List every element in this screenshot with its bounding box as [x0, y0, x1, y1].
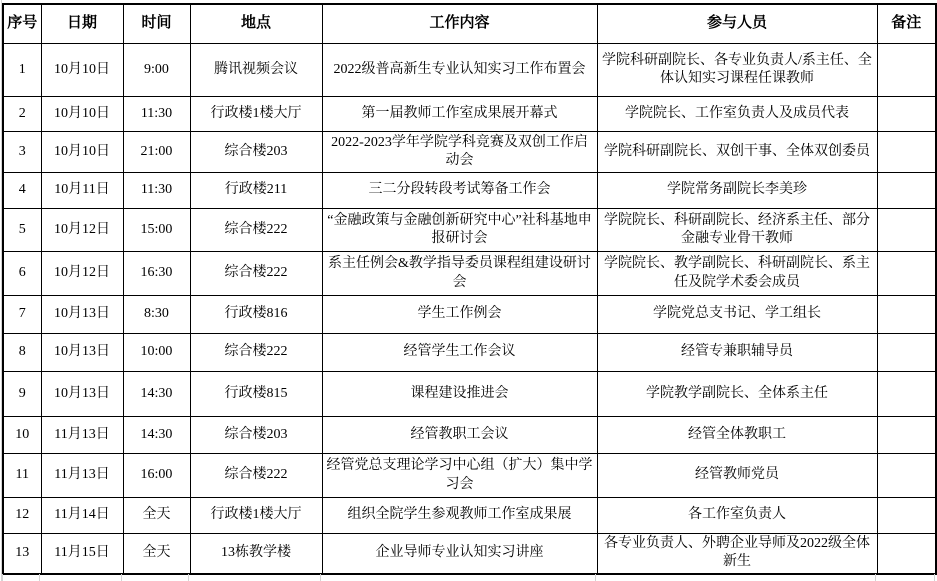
- cell-date: 10月11日: [41, 173, 123, 209]
- cell-remarks: [877, 132, 936, 173]
- cell-index: 9: [3, 372, 41, 417]
- cell-content: “金融政策与金融创新研究中心”社科基地申报研讨会: [322, 209, 597, 252]
- work-schedule-table: [2, 3, 937, 575]
- cell-date: 10月10日: [41, 44, 123, 97]
- table-row: [3, 132, 936, 173]
- cell-remarks: [877, 296, 936, 334]
- cell-location: 腾讯视频会议: [190, 44, 322, 97]
- cell-location: 行政楼815: [190, 372, 322, 417]
- table-row: [3, 173, 936, 209]
- cell-time: 全天: [123, 534, 190, 574]
- table-row: [3, 498, 936, 534]
- header-content: 工作内容: [322, 4, 597, 44]
- cell-location: 行政楼1楼大厅: [190, 97, 322, 132]
- header-location: 地点: [190, 4, 322, 44]
- cell-remarks: [877, 44, 936, 97]
- cell-participants: 学院科研副院长、各专业负责人/系主任、全体认知实习课程任课教师: [597, 44, 877, 97]
- sheet-gridline-segment: [876, 574, 935, 581]
- cell-content: 第一届教师工作室成果展开幕式: [322, 97, 597, 132]
- cell-participants: 学院院长、科研副院长、经济系主任、部分金融专业骨干教师: [597, 209, 877, 252]
- cell-participants: 学院院长、工作室负责人及成员代表: [597, 97, 877, 132]
- cell-date: 10月10日: [41, 97, 123, 132]
- cell-time: 14:30: [123, 417, 190, 454]
- cell-index: 1: [3, 44, 41, 97]
- cell-remarks: [877, 454, 936, 498]
- cell-participants: 经管全体教职工: [597, 417, 877, 454]
- cell-time: 21:00: [123, 132, 190, 173]
- cell-remarks: [877, 209, 936, 252]
- cell-location: 综合楼222: [190, 334, 322, 372]
- cell-content: 经管教职工会议: [322, 417, 597, 454]
- cell-date: 10月13日: [41, 372, 123, 417]
- cell-participants: 各工作室负责人: [597, 498, 877, 534]
- cell-date: 10月13日: [41, 296, 123, 334]
- cell-date: 10月12日: [41, 252, 123, 296]
- header-date: 日期: [41, 4, 123, 44]
- cell-index: 12: [3, 498, 41, 534]
- cell-location: 综合楼222: [190, 209, 322, 252]
- cell-participants: 学院常务副院长李美珍: [597, 173, 877, 209]
- sheet-gridline-segment: [122, 574, 189, 581]
- cell-date: 10月12日: [41, 209, 123, 252]
- cell-remarks: [877, 252, 936, 296]
- cell-location: 综合楼222: [190, 252, 322, 296]
- cell-remarks: [877, 334, 936, 372]
- cell-time: 8:30: [123, 296, 190, 334]
- cell-location: 综合楼203: [190, 417, 322, 454]
- cell-date: 10月13日: [41, 334, 123, 372]
- cell-content: 企业导师专业认知实习讲座: [322, 534, 597, 574]
- sheet-gridline-segment: [189, 574, 321, 581]
- cell-index: 4: [3, 173, 41, 209]
- header-participants: 参与人员: [597, 4, 877, 44]
- cell-participants: 学院科研副院长、双创干事、全体双创委员: [597, 132, 877, 173]
- table-row: [3, 454, 936, 498]
- cell-index: 7: [3, 296, 41, 334]
- header-time: 时间: [123, 4, 190, 44]
- cell-content: 系主任例会&教学指导委员课程组建设研讨会: [322, 252, 597, 296]
- cell-index: 8: [3, 334, 41, 372]
- cell-participants: 学院党总支书记、学工组长: [597, 296, 877, 334]
- cell-location: 综合楼222: [190, 454, 322, 498]
- cell-index: 2: [3, 97, 41, 132]
- cell-remarks: [877, 173, 936, 209]
- cell-content: 课程建设推进会: [322, 372, 597, 417]
- cell-location: 行政楼1楼大厅: [190, 498, 322, 534]
- cell-content: 组织全院学生参观教师工作室成果展: [322, 498, 597, 534]
- cell-date: 11月15日: [41, 534, 123, 574]
- sheet-gridline-segment: [40, 574, 122, 581]
- cell-time: 11:30: [123, 173, 190, 209]
- cell-participants: 学院院长、教学副院长、科研副院长、系主任及院学术委会成员: [597, 252, 877, 296]
- cell-remarks: [877, 417, 936, 454]
- cell-remarks: [877, 97, 936, 132]
- table-row: [3, 209, 936, 252]
- cell-participants: 学院教学副院长、全体系主任: [597, 372, 877, 417]
- table-row: [3, 44, 936, 97]
- table-row: [3, 534, 936, 574]
- cell-remarks: [877, 498, 936, 534]
- cell-location: 行政楼211: [190, 173, 322, 209]
- cell-time: 14:30: [123, 372, 190, 417]
- cell-index: 10: [3, 417, 41, 454]
- cell-time: 全天: [123, 498, 190, 534]
- table-row: [3, 372, 936, 417]
- cell-participants: 经管专兼职辅导员: [597, 334, 877, 372]
- cell-index: 3: [3, 132, 41, 173]
- table-row: [3, 252, 936, 296]
- cell-location: 13栋教学楼: [190, 534, 322, 574]
- cell-content: 经管学生工作会议: [322, 334, 597, 372]
- cell-content: 2022-2023学年学院学科竞赛及双创工作启动会: [322, 132, 597, 173]
- table-row: [3, 417, 936, 454]
- cell-time: 10:00: [123, 334, 190, 372]
- cell-content: 三二分段转段考试筹备工作会: [322, 173, 597, 209]
- sheet-gridline-segment: [321, 574, 596, 581]
- cell-remarks: [877, 534, 936, 574]
- cell-location: 综合楼203: [190, 132, 322, 173]
- cell-time: 16:00: [123, 454, 190, 498]
- cell-index: 5: [3, 209, 41, 252]
- cell-time: 15:00: [123, 209, 190, 252]
- sheet-gridline-segment: [596, 574, 876, 581]
- header-remarks: 备注: [877, 4, 936, 44]
- cell-date: 11月14日: [41, 498, 123, 534]
- cell-location: 行政楼816: [190, 296, 322, 334]
- cell-date: 11月13日: [41, 417, 123, 454]
- table-body: [3, 44, 936, 574]
- cell-content: 学生工作例会: [322, 296, 597, 334]
- header-row: [3, 4, 936, 44]
- table-row: [3, 334, 936, 372]
- cell-time: 11:30: [123, 97, 190, 132]
- cell-content: 经管党总支理论学习中心组（扩大）集中学习会: [322, 454, 597, 498]
- cell-participants: 各专业负责人、外聘企业导师及2022级全体新生: [597, 534, 877, 574]
- cell-index: 13: [3, 534, 41, 574]
- cell-date: 11月13日: [41, 454, 123, 498]
- cell-index: 6: [3, 252, 41, 296]
- cell-content: 2022级普高新生专业认知实习工作布置会: [322, 44, 597, 97]
- sheet-gridline-segment: [2, 574, 40, 581]
- cell-remarks: [877, 372, 936, 417]
- cell-index: 11: [3, 454, 41, 498]
- cell-time: 9:00: [123, 44, 190, 97]
- sheet-gridlines-bottom: [2, 574, 935, 581]
- table-row: [3, 97, 936, 132]
- cell-participants: 经管教师党员: [597, 454, 877, 498]
- header-index: 序号: [3, 4, 41, 44]
- table-row: [3, 296, 936, 334]
- cell-time: 16:30: [123, 252, 190, 296]
- cell-date: 10月10日: [41, 132, 123, 173]
